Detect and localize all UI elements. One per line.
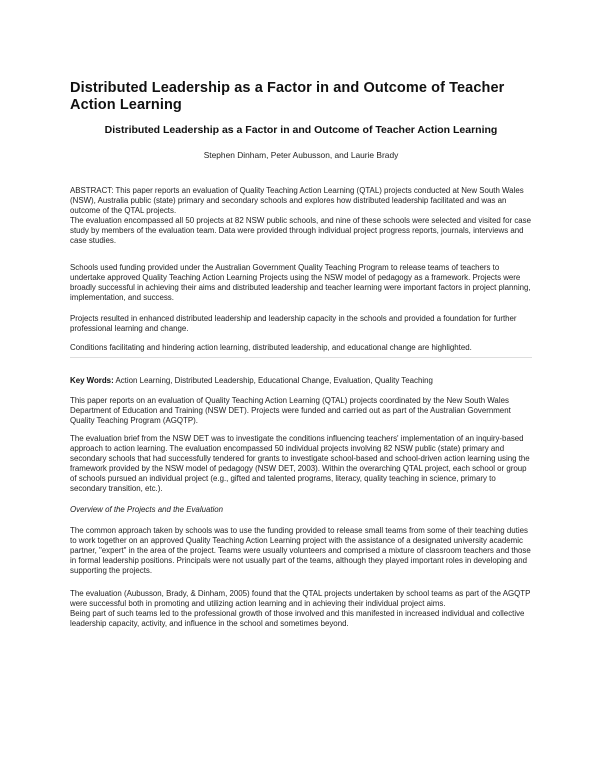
- keywords-text: Action Learning, Distributed Leadership, Educational Change, Evaluation, Quality Teaching: [113, 376, 433, 385]
- abstract-block-4: [70, 343, 532, 353]
- body-paragraph-1: This paper reports on an evaluation of Quality Teaching Action Learning (QTAL) projects coordinated by the New South Wales Department of Education and Training (NSW DET). Projects were funded and carried out as part of the Australian Government Quality Teaching Program (AGQTP).: [70, 396, 511, 425]
- body-block-1: [70, 396, 532, 426]
- abstract-block-2: [70, 263, 532, 303]
- body-block-4: [70, 589, 532, 629]
- body-block-3: [70, 526, 532, 576]
- abstract-block: [70, 186, 532, 246]
- main-title: Distributed Leadership as a Factor in and Outcome of Teacher Action Learning: [70, 80, 505, 113]
- section-heading-block: [70, 505, 532, 515]
- abstract-paragraph-3: Schools used funding provided under the Australian Government Quality Teaching Program to release teams of teachers to undertake approved Quality Teaching Action Learning Projects using the NSW model of pedagogy as a framework. Projects were broadly successful in achieving their aims and distributed leadership and teacher learning were important factors in project planning, implementation, and success.: [70, 263, 531, 302]
- abstract-paragraph-5: Conditions facilitating and hindering action learning, distributed leadership, and educational change are highlighted.: [70, 343, 472, 352]
- section-divider: [70, 357, 532, 358]
- body-paragraph-3: The common approach taken by schools was to use the funding provided to release small teams from some of their teaching duties to work together on an approved Quality Teaching Action Learning project with the assistance of a designated university academic partner, "expert" in the area of the project. Teams were usually volunteers and comprised a mixture of classroom teachers and those in formal leadership positions. Principals were not usually part of the teams, although they played important roles in developing and supporting the projects.: [70, 526, 531, 575]
- abstract-paragraph-4: Projects resulted in enhanced distributed leadership and leadership capacity in the schools and provided a foundation for further professional learning and change.: [70, 314, 517, 333]
- body-paragraph-2: The evaluation brief from the NSW DET was to investigate the conditions influencing teachers' implementation of an inquiry-based approach to action learning. The evaluation encompassed 50 individual projects involving 82 NSW public (state) primary and secondary schools that had successfully tendered for grants to investigate school-based and school-driven action learning using the framework provided by the NSW model of pedagogy (NSW DET, 2003). Within the overarching QTAL project, each school or group of schools pursued an individual project (e.g., gifted and talented programs, literacy, quality teaching in science, primary to secondary transition, etc.).: [70, 434, 530, 493]
- abstract-block-3: [70, 314, 532, 334]
- body-paragraph-5: Being part of such teams led to the professional growth of those involved and this manifested in increased individual and collective leadership capacity, activity, and influence in the school and sometimes beyond.: [70, 609, 525, 628]
- section-heading: Overview of the Projects and the Evaluation: [70, 505, 224, 514]
- abstract-paragraph-1: ABSTRACT: This paper reports an evaluation of Quality Teaching Action Learning (QTAL) projects conducted at New South Wales (NSW), Australia public (state) primary and secondary schools and explores how distributed leadership facilitated and was an outcome of the QTAL projects.: [70, 186, 524, 215]
- keywords-label: Key Words:: [70, 376, 114, 385]
- subtitle: Distributed Leadership as a Factor in and Outcome of Teacher Action Learning: [104, 124, 498, 136]
- authors: Stephen Dinham, Peter Aubusson, and Laurie Brady: [203, 150, 399, 160]
- body-paragraph-4: The evaluation (Aubusson, Brady, & Dinham, 2005) found that the QTAL projects undertaken by school teams as part of the AGQTP were successful both in promoting and utilizing action learning and in achieving their individual project aims.: [70, 589, 531, 608]
- keywords-line: [70, 376, 532, 386]
- body-block-2: [70, 434, 532, 494]
- abstract-paragraph-2: The evaluation encompassed all 50 projects at 82 NSW public schools, and nine of these schools were selected and visited for case study by members of the evaluation team. Data were provided through individual project progress reports, journals, interviews and case studies.: [70, 216, 531, 245]
